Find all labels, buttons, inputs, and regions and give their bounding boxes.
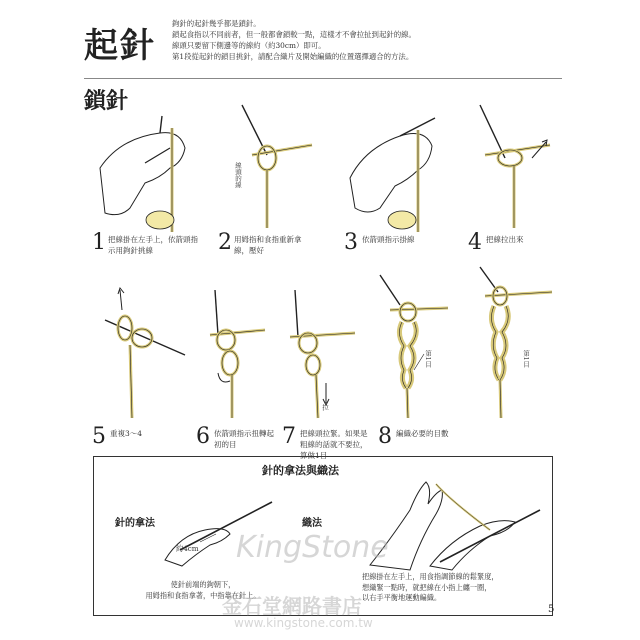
step8b-illustration (470, 262, 560, 420)
step8-illustration (370, 270, 450, 420)
hold-caption-line: 使針前端的鉤朝下， (170, 580, 236, 589)
knit-caption (362, 572, 542, 604)
step-number: 4 (468, 230, 482, 255)
step-number: 8 (378, 424, 392, 449)
watermark-chinese: 金石堂網路書店 (222, 594, 362, 618)
section-title: 鎖針 (84, 89, 129, 114)
first-stitch-label: 第1目 (522, 350, 530, 368)
pull-label: 拉 (321, 404, 329, 411)
intro-line: 鎖起食指以不同前者，但一般都會鎖較一點，這樣才不會拉扯到起針的線。 (172, 30, 416, 39)
hold-caption-line: 用姆指和食指拿著，中指靠在針上。 (145, 590, 261, 600)
step-number: 2 (218, 230, 232, 255)
box-title: 針的拿法與織法 (262, 464, 339, 477)
intro-line: 線頭只要留下側邊等的線約（約30cm）即可。 (172, 41, 326, 50)
step-caption: 把線掛在左手上，依箭頭指示用鉤針挑線 (108, 235, 198, 255)
intro-line: 鉤針的起針幾乎都是鎖針。 (172, 19, 261, 28)
first-stitch-label: 第1目 (424, 350, 432, 368)
thread-end-label: 線頭的線 (234, 162, 242, 188)
knit-method-label: 織法 (302, 518, 322, 529)
intro-line: 第1段從起針的鎖目挑針，請配合織片及開始編織的位置選擇適合的方法。 (172, 52, 414, 61)
step-number: 7 (282, 424, 296, 449)
step3-illustration (340, 108, 450, 233)
step5-illustration (100, 280, 190, 420)
step-caption: 把線拉出來 (486, 235, 524, 244)
step-number: 3 (344, 230, 358, 255)
step-number: 6 (196, 424, 210, 449)
distance-label: 約4cm (176, 544, 199, 553)
intro-text (172, 18, 592, 62)
page-title: 起針 (84, 26, 156, 66)
step-caption: 用姆指和食指重新拿線，壓好 (234, 235, 302, 255)
step1-illustration (90, 108, 200, 233)
step-number: 1 (92, 230, 106, 255)
page-number: 5 (548, 604, 555, 615)
step4-illustration (470, 100, 560, 230)
knit-caption-line: 想織緊一點時，就把線在小指上纏一圈， (362, 582, 492, 592)
knit-caption-line: 以右手平衡地運動編織。 (362, 593, 442, 602)
step7-illustration (280, 285, 360, 420)
step-number: 5 (92, 424, 106, 449)
hold-method-label: 針的拿法 (115, 518, 155, 529)
step-caption: 依箭頭指示扭轉起初的目 (214, 429, 274, 449)
watermark-url: www.kingstone.com.tw (234, 616, 373, 630)
step6-illustration (200, 285, 270, 420)
step-caption: 重複3～4 (110, 429, 143, 438)
watermark-brand: KingStone (236, 530, 389, 565)
step-caption: 把線頭拉緊。如果是粗線的話就不要拉，算做1目 (300, 429, 368, 460)
step-caption: 編織必要的目數 (396, 429, 449, 438)
header-rule (84, 78, 562, 79)
knit-caption-line: 把線掛在左手上，用食指調節線的鬆緊度， (362, 572, 499, 581)
step-caption: 依箭頭指示掛線 (362, 235, 415, 244)
